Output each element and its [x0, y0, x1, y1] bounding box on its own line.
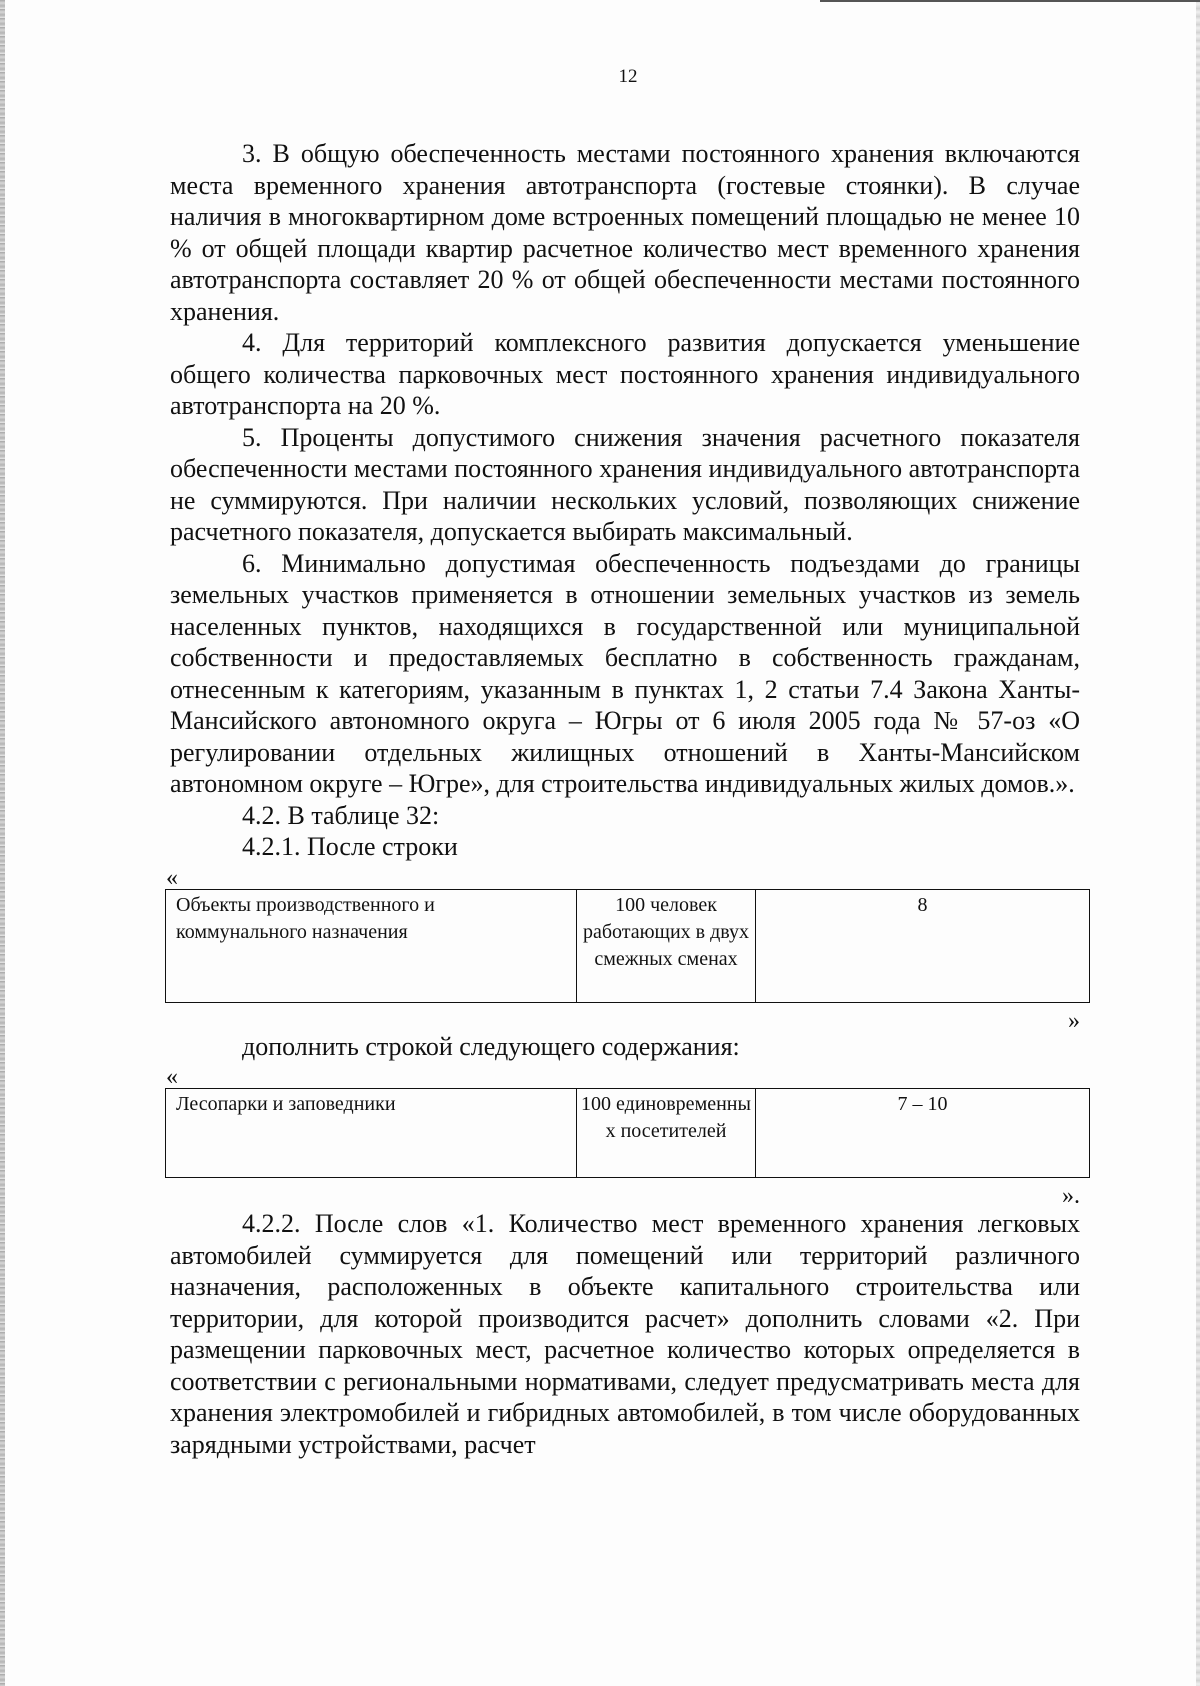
scan-edge-left — [0, 0, 5, 1686]
paragraph-6: 6. Минимально допустимая обеспеченность подъездами до границы земельных участков применяется в отношении земельных участков из земель населенных пунктов, находящихся в государственной или муниципальной собственности и предоставляемых бесплатно в собственность гражданам, отнесенным к категориям, указанным в пунктах 1, 2 статьи 7.4 Закона Ханты-Мансийского автономного округа – Югры от 6 июля 2005 года № 57-оз «О регулировании отдельных жилищных отношений в Ханты-Мансийском автономном округе – Югре», для строительства индивидуальных жилых домов.». — [170, 548, 1080, 798]
quote-close-1: » — [1068, 1007, 1080, 1034]
table-row-new — [165, 1088, 1090, 1178]
section-4-2-1: 4.2.1. После строки — [242, 832, 458, 861]
paragraph-3: 3. В общую обеспеченность местами постоянного хранения включаются места временного хранения автотранспорта (гостевые стоянки). В случае наличия в многоквартирном доме встроенных помещений площадью не менее 10 % от общей площади квартир расчетное количество мест временного хранения автотранспорта составляет 20 % от общей обеспеченности местами постоянного хранения. — [170, 139, 1080, 326]
table-row-existing — [165, 889, 1090, 1003]
table-cell-value: 8 — [756, 889, 1090, 1002]
scan-top-line — [820, 0, 1200, 2]
section-4-2-2: 4.2.2. После слов «1. Количество мест временного хранения легковых автомобилей суммируется для помещений или территорий различного назначения, расположенных в объекте капитального строительства или территории, для которой производится расчет» дополнить словами «2. При размещении парковочных мест, расчетное количество которых определяется в соответствии с региональными нормативами, следует предусматривать места для хранения электромобилей и гибридных автомобилей, в том числе оборудованных зарядными устройствами, расчет — [170, 1209, 1080, 1459]
paragraph-5: 5. Проценты допустимого снижения значения расчетного показателя обеспеченности местами постоянного хранения индивидуального автотранспорта не суммируются. При наличии нескольких условий, позволяющих снижение расчетного показателя, допускается выбирать максимальный. — [170, 422, 1080, 546]
quote-open-1: « — [166, 864, 178, 891]
table-cell-unit: 100 единовременны х посетителей — [577, 1089, 756, 1178]
table-row — [166, 889, 1090, 1002]
paragraph-4: 4. Для территорий комплексного развития допускается уменьшение общего количества парковочных мест постоянного хранения индивидуального автотранспорта на 20 %. — [170, 328, 1080, 420]
table-cell-value: 7 – 10 — [756, 1089, 1090, 1178]
page-number: 12 — [618, 66, 638, 87]
table-cell-unit: 100 человек работающих в двух смежных сменах — [577, 889, 756, 1002]
section-4-2: 4.2. В таблице 32: — [242, 800, 440, 830]
quote-open-2: « — [166, 1064, 178, 1090]
quote-close-2: ». — [1062, 1183, 1080, 1209]
table-cell-object: Объекты производственного и коммунального назначения — [166, 889, 577, 1002]
table-cell-object: Лесопарки и заповедники — [166, 1089, 577, 1178]
table-row — [166, 1089, 1090, 1178]
scan-edge-right — [1196, 0, 1200, 1686]
add-row-instruction: дополнить строкой следующего содержания: — [242, 1031, 740, 1061]
document-body — [166, 138, 1080, 1460]
